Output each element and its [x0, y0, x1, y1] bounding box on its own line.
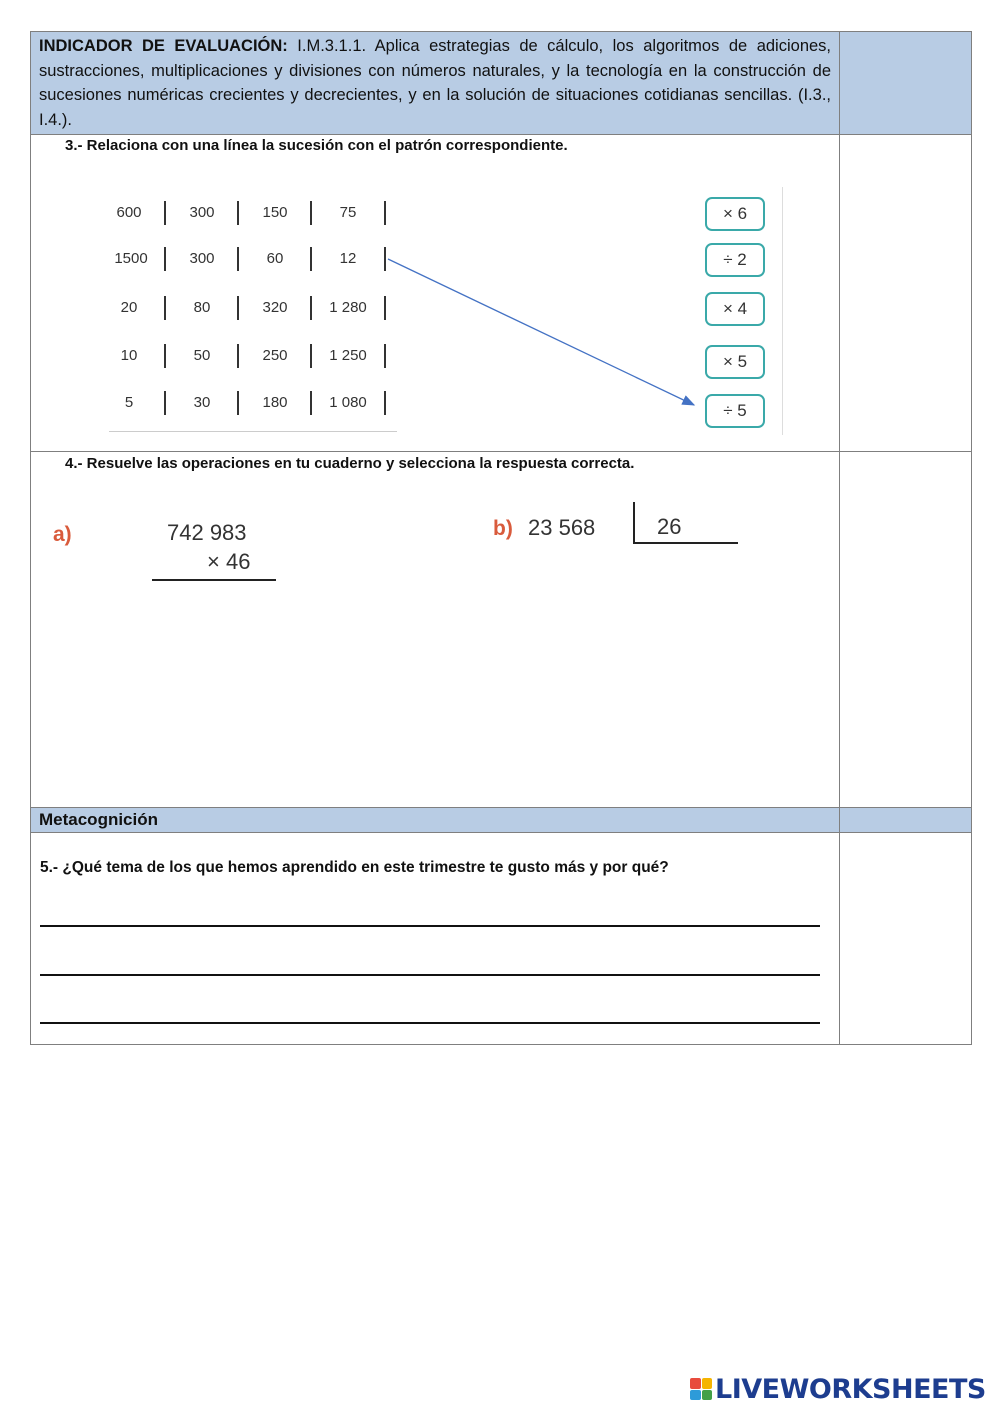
sequence-value: 300 — [189, 250, 215, 267]
score-cell-indicator — [840, 32, 972, 135]
liveworksheets-logo-icon — [690, 1378, 712, 1400]
divisor: 26 — [657, 514, 682, 539]
score-cell-question-3 — [840, 135, 972, 452]
liveworksheets-logo — [690, 1373, 986, 1405]
indicator-description: I.M.3.1.1. Aplica estrategias de cálculo, los algoritmos de adiciones, sustracciones, multiplicaciones y divisiones con números naturales, y la tecnología en la construcción de sucesiones numéricas crecientes y decrecientes, y en la solución de situaciones cotidianas sencillas. (I.3., I.4.). — [39, 37, 831, 129]
sequence-value: 75 — [339, 204, 357, 221]
answer-line[interactable] — [40, 925, 820, 927]
metacognition-header-cell — [31, 808, 840, 833]
question-3-title: 3.- Relaciona con una línea la sucesión con el patrón correspondiente. — [65, 137, 568, 154]
question-3-cell — [31, 135, 840, 452]
operation-b-label: b) — [493, 517, 513, 540]
sequence-value: 1500 — [114, 250, 148, 267]
sequence-value: 30 — [193, 394, 211, 411]
score-cell-question-4 — [840, 452, 972, 808]
multiplicand: 742 983 — [167, 520, 247, 545]
sequence-value: 1 250 — [329, 347, 367, 364]
sequence-value: 180 — [262, 394, 288, 411]
pattern-option[interactable]: × 6 — [705, 197, 765, 231]
sequence-value: 320 — [262, 299, 288, 316]
question-4-title: 4.- Resuelve las operaciones en tu cuaderno y selecciona la respuesta correcta. — [65, 455, 635, 472]
indicator-label: INDICADOR DE EVALUACIÓN: — [39, 37, 288, 55]
sequence-value: 600 — [116, 204, 142, 221]
score-cell-metacognition — [840, 808, 972, 833]
multiplication-rule — [152, 579, 276, 581]
sequence-value: 1 080 — [329, 394, 367, 411]
sequence-value: 1 280 — [329, 299, 367, 316]
multiplier: × 46 — [207, 549, 251, 574]
score-cell-question-5 — [840, 833, 972, 1045]
sequence-value: 250 — [262, 347, 288, 364]
answer-line[interactable] — [40, 1022, 820, 1024]
question-5-cell — [31, 833, 840, 1045]
indicator-text — [31, 32, 839, 134]
pattern-option[interactable]: × 5 — [705, 345, 765, 379]
dividend: 23 568 — [528, 515, 596, 540]
division-bracket-horizontal — [633, 542, 738, 544]
sequence-value: 300 — [189, 204, 215, 221]
sequence-value: 50 — [193, 347, 211, 364]
liveworksheets-logo-text: LIVEWORKSHEETS — [715, 1373, 986, 1405]
sequence-value: 150 — [262, 204, 288, 221]
question-4-cell — [31, 452, 840, 808]
worksheet-table — [30, 31, 972, 1045]
sequence-value: 10 — [120, 347, 138, 364]
answer-line[interactable] — [40, 974, 820, 976]
pattern-option[interactable]: ÷ 2 — [705, 243, 765, 277]
pattern-option[interactable]: ÷ 5 — [705, 394, 765, 428]
pattern-option[interactable]: × 4 — [705, 292, 765, 326]
sequence-value: 20 — [120, 299, 138, 316]
metacognition-title: Metacognición — [39, 810, 159, 829]
sequence-value: 80 — [193, 299, 211, 316]
operation-a-label: a) — [53, 523, 72, 546]
indicator-cell — [31, 32, 840, 135]
sequence-value: 5 — [124, 394, 134, 411]
question-5-title: 5.- ¿Qué tema de los que hemos aprendido en este trimestre te gusto más y por qué? — [40, 859, 669, 876]
connection-arrow[interactable] — [388, 259, 694, 405]
sequence-value: 12 — [339, 250, 357, 267]
sequence-value: 60 — [266, 250, 284, 267]
division-bracket-vertical — [633, 502, 635, 543]
connection-line-layer — [31, 135, 839, 451]
